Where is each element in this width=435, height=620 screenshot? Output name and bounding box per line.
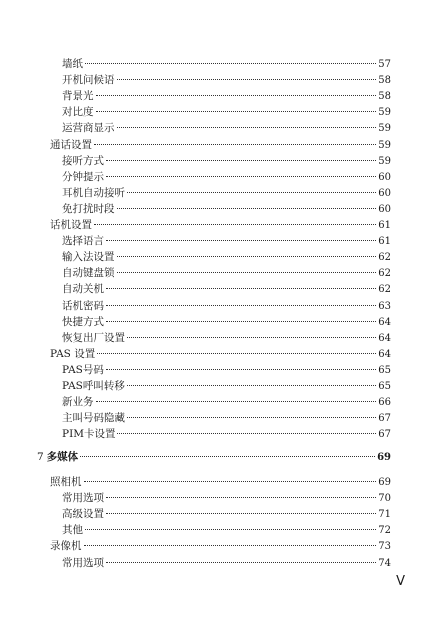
dot-leader	[94, 224, 376, 225]
dot-leader	[106, 288, 376, 289]
toc-page-number: 58	[378, 91, 391, 103]
toc-entry-label: 分钟提示	[62, 170, 104, 183]
toc-page-number: 69	[377, 452, 391, 463]
toc-entry-label: 常用选项	[62, 556, 104, 569]
dot-leader	[106, 369, 376, 370]
toc-entry-label: PIM卡设置	[62, 428, 116, 441]
toc-page-number: 59	[378, 123, 391, 135]
toc-entry[interactable]	[62, 426, 391, 442]
toc-entry-label: 恢复出厂设置	[62, 331, 125, 344]
toc-page-number: 74	[378, 557, 391, 569]
toc-entry[interactable]	[62, 265, 391, 281]
chapter-number: 7	[37, 451, 44, 463]
dot-leader	[106, 562, 376, 563]
toc-entry[interactable]	[62, 330, 391, 346]
toc-page-number: 69	[378, 477, 391, 488]
toc-entry[interactable]	[62, 104, 391, 120]
dot-leader	[127, 337, 376, 338]
toc-page-number: 64	[378, 316, 391, 328]
toc-page-number: 58	[378, 75, 391, 87]
dot-leader	[127, 385, 376, 386]
toc-entry-label: PAS号码	[62, 363, 104, 376]
toc-entry-label: 墙纸	[62, 58, 83, 70]
toc-page-number: 70	[378, 493, 391, 505]
toc-entry-label: PAS呼叫转移	[62, 380, 125, 392]
toc-page-number: 67	[378, 429, 391, 441]
dot-leader	[106, 513, 376, 514]
dot-leader	[80, 456, 375, 457]
dot-leader	[96, 111, 377, 112]
dot-leader	[127, 417, 376, 418]
dot-leader	[106, 160, 376, 161]
dot-leader	[96, 95, 377, 96]
toc-page-number: 61	[378, 236, 391, 248]
toc-entry[interactable]	[62, 410, 391, 426]
toc-entry[interactable]	[62, 394, 391, 410]
toc-page-number: 62	[378, 252, 391, 264]
toc-entry-label: 话机设置	[50, 219, 92, 231]
toc-entry-label: 高级设置	[62, 508, 104, 521]
toc-entry[interactable]	[50, 217, 391, 233]
toc-page-number: 73	[378, 541, 391, 553]
toc-entry[interactable]	[62, 490, 391, 506]
toc-entry-label: 自动关机	[62, 283, 104, 296]
toc-entry[interactable]	[62, 298, 391, 314]
toc-entry[interactable]	[50, 346, 391, 362]
toc-page-number: 62	[378, 268, 391, 280]
toc-entry-label: 选择语言	[62, 235, 104, 248]
toc-page-number: 59	[378, 155, 391, 167]
toc-page-number: 57	[378, 59, 391, 70]
toc-entry-label: 新业务	[62, 396, 94, 409]
toc-entry-label: 话机密码	[62, 299, 104, 312]
toc-entry[interactable]	[62, 88, 391, 104]
toc-page-number: 64	[378, 332, 391, 344]
toc-entry-label: 其他	[62, 524, 83, 537]
dot-leader	[117, 256, 377, 257]
toc-entry-label: 背景光	[62, 90, 94, 103]
dot-leader	[85, 63, 376, 64]
dot-leader	[117, 272, 377, 273]
toc-entry-label: 多媒体	[46, 451, 79, 463]
page-number-footer: V	[396, 574, 405, 589]
dot-leader	[117, 208, 377, 209]
dot-leader	[84, 545, 377, 546]
toc-page-number: 59	[378, 107, 391, 119]
toc-entry[interactable]	[62, 120, 391, 136]
toc-entry-label: 快捷方式	[62, 315, 104, 328]
toc-entry-label: 常用选项	[62, 492, 104, 505]
toc-entry-label: 耳机自动接听	[62, 186, 125, 199]
toc-chapter-entry[interactable]	[37, 449, 391, 465]
toc-entry-label: 免打扰时段	[62, 202, 115, 215]
dot-leader	[127, 192, 376, 193]
toc-entry-label: 开机问候语	[62, 74, 115, 87]
dot-leader	[106, 176, 376, 177]
toc-entry-label: 运营商显示	[62, 122, 115, 135]
dot-leader	[106, 305, 376, 306]
toc-page-number: 71	[378, 509, 391, 521]
toc-page-number: 60	[378, 187, 391, 199]
toc-entry-label: 自动键盘锁	[62, 267, 115, 280]
toc-entry-label: 接听方式	[62, 154, 104, 167]
dot-leader	[117, 433, 376, 434]
dot-leader	[117, 79, 377, 80]
toc-entry-label: 录像机	[50, 540, 82, 553]
toc-page-number: 65	[378, 381, 391, 392]
toc-page-number: 63	[378, 300, 391, 312]
toc-page-number: 60	[378, 203, 391, 215]
toc-entry[interactable]	[62, 72, 391, 88]
toc-entry[interactable]	[62, 233, 391, 249]
dot-leader	[97, 353, 376, 354]
toc-entry-label: 主叫号码隐藏	[62, 412, 125, 425]
dot-leader	[106, 240, 376, 241]
dot-leader	[106, 321, 376, 322]
toc-page-number: 67	[378, 413, 391, 425]
toc-entry[interactable]	[50, 137, 391, 153]
toc-page-number: 66	[378, 397, 391, 409]
toc-entry[interactable]	[62, 185, 391, 201]
toc-entry[interactable]	[62, 314, 391, 330]
toc-entry[interactable]	[62, 378, 391, 394]
toc-entry[interactable]	[62, 506, 391, 522]
toc-entry[interactable]	[62, 169, 391, 185]
toc-entry[interactable]	[62, 201, 391, 217]
dot-leader	[96, 401, 377, 402]
dot-leader	[84, 481, 377, 482]
toc-entry-label: 对比度	[62, 106, 94, 119]
toc-entry-label: 照相机	[50, 476, 82, 488]
toc-entry[interactable]	[62, 522, 391, 538]
toc-page-number: 61	[378, 220, 391, 231]
toc-page-number: 65	[378, 364, 391, 376]
toc-page-number: 72	[378, 525, 391, 537]
dot-leader	[94, 144, 376, 145]
toc-entry[interactable]	[62, 56, 391, 72]
dot-leader	[106, 497, 376, 498]
toc-entry[interactable]	[62, 249, 391, 265]
toc-entry[interactable]	[50, 538, 391, 554]
toc-page-number: 62	[378, 284, 391, 296]
dot-leader	[117, 127, 377, 128]
dot-leader	[85, 529, 376, 530]
toc-page-number: 60	[378, 171, 391, 183]
toc-entry[interactable]	[62, 153, 391, 169]
toc-page-number: 64	[378, 348, 391, 360]
toc-entry[interactable]	[62, 281, 391, 297]
toc-entry[interactable]	[62, 555, 391, 571]
toc-entry[interactable]	[50, 474, 391, 490]
toc-entry-label: PAS 设置	[50, 347, 96, 360]
toc-page-number: 59	[378, 139, 391, 151]
toc-entry[interactable]	[62, 362, 391, 378]
toc-entry-label: 通话设置	[50, 138, 92, 151]
toc-entry-label: 输入法设置	[62, 251, 115, 264]
